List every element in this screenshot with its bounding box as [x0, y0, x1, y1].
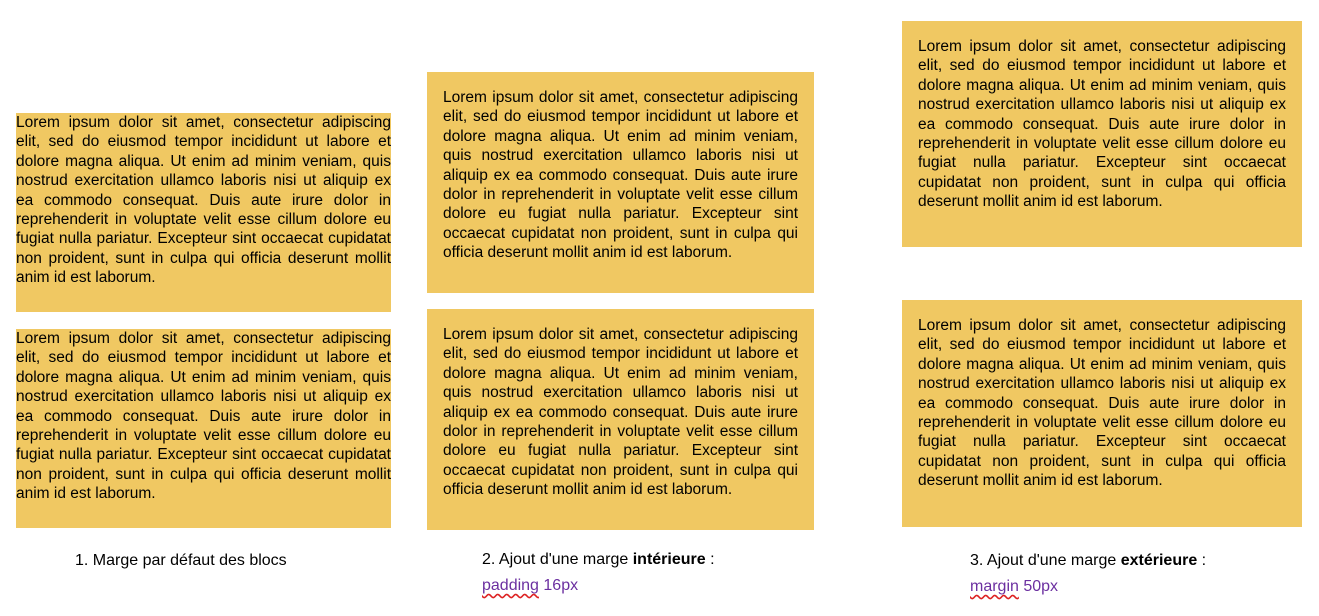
caption-prefix: 2. Ajout d'une marge	[482, 551, 633, 568]
caption-suffix: :	[1197, 552, 1207, 569]
caption-default-margin	[75, 548, 287, 574]
css-property-margin	[970, 574, 1206, 600]
margin-block-bottom	[902, 300, 1302, 527]
block-text: Lorem ipsum dolor sit amet, consectetur adipiscing elit, sed do eiusmod tempor incididunt ut labore et dolore magna aliqua. Ut enim ad minim veniam, quis nostrud exercitation ullamco laboris nisi ut aliquip ex ea commodo consequat. Duis aute irure dolor in reprehenderit in voluptate velit esse cillum dolore eu fugiat nulla pariatur. Excepteur sint occaecat cupidatat non proident, sunt in culpa qui officia deserunt mollit anim id est laborum.	[443, 326, 798, 499]
block-text: Lorem ipsum dolor sit amet, consectetur adipiscing elit, sed do eiusmod tempor incididunt ut labore et dolore magna aliqua. Ut enim ad minim veniam, quis nostrud exercitation ullamco laboris nisi ut aliquip ex ea commodo consequat. Duis aute irure dolor in reprehenderit in voluptate velit esse cillum dolore eu fugiat nulla pariatur. Excepteur sint occaecat cupidatat non proident, sunt in culpa qui officia deserunt mollit anim id est laborum.	[16, 114, 391, 287]
default-margin-block-bottom	[16, 329, 391, 528]
default-margin-block-top	[16, 113, 391, 312]
css-keyword: padding	[482, 577, 539, 594]
css-keyword: margin	[970, 578, 1019, 595]
caption-bold-word: extérieure	[1120, 552, 1198, 569]
css-property-padding	[482, 573, 715, 599]
css-value: 50px	[1018, 578, 1059, 595]
block-text: Lorem ipsum dolor sit amet, consectetur adipiscing elit, sed do eiusmod tempor incididunt ut labore et dolore magna aliqua. Ut enim ad minim veniam, quis nostrud exercitation ullamco laboris nisi ut aliquip ex ea commodo consequat. Duis aute irure dolor in reprehenderit in voluptate velit esse cillum dolore eu fugiat nulla pariatur. Excepteur sint occaecat cupidatat non proident, sunt in culpa qui officia deserunt mollit anim id est laborum.	[918, 317, 1286, 490]
caption-bold-word: intérieure	[632, 551, 706, 568]
caption-prefix: 3. Ajout d'une marge	[970, 552, 1121, 569]
caption-text: 1. Marge par défaut des blocs	[75, 552, 287, 569]
caption-inner-margin	[482, 547, 715, 599]
padding-block-top	[427, 72, 814, 293]
css-value: 16px	[538, 577, 579, 594]
block-text: Lorem ipsum dolor sit amet, consectetur adipiscing elit, sed do eiusmod tempor incididunt ut labore et dolore magna aliqua. Ut enim ad minim veniam, quis nostrud exercitation ullamco laboris nisi ut aliquip ex ea commodo consequat. Duis aute irure dolor in reprehenderit in voluptate velit esse cillum dolore eu fugiat nulla pariatur. Excepteur sint occaecat cupidatat non proident, sunt in culpa qui officia deserunt mollit anim id est laborum.	[16, 330, 391, 503]
caption-outer-margin	[970, 548, 1206, 600]
block-text: Lorem ipsum dolor sit amet, consectetur adipiscing elit, sed do eiusmod tempor incididunt ut labore et dolore magna aliqua. Ut enim ad minim veniam, quis nostrud exercitation ullamco laboris nisi ut aliquip ex ea commodo consequat. Duis aute irure dolor in reprehenderit in voluptate velit esse cillum dolore eu fugiat nulla pariatur. Excepteur sint occaecat cupidatat non proident, sunt in culpa qui officia deserunt mollit anim id est laborum.	[443, 89, 798, 262]
padding-block-bottom	[427, 309, 814, 530]
margin-block-top	[902, 21, 1302, 247]
caption-suffix: :	[705, 551, 715, 568]
block-text: Lorem ipsum dolor sit amet, consectetur adipiscing elit, sed do eiusmod tempor incididunt ut labore et dolore magna aliqua. Ut enim ad minim veniam, quis nostrud exercitation ullamco laboris nisi ut aliquip ex ea commodo consequat. Duis aute irure dolor in reprehenderit in voluptate velit esse cillum dolore eu fugiat nulla pariatur. Excepteur sint occaecat cupidatat non proident, sunt in culpa qui officia deserunt mollit anim id est laborum.	[918, 38, 1286, 211]
